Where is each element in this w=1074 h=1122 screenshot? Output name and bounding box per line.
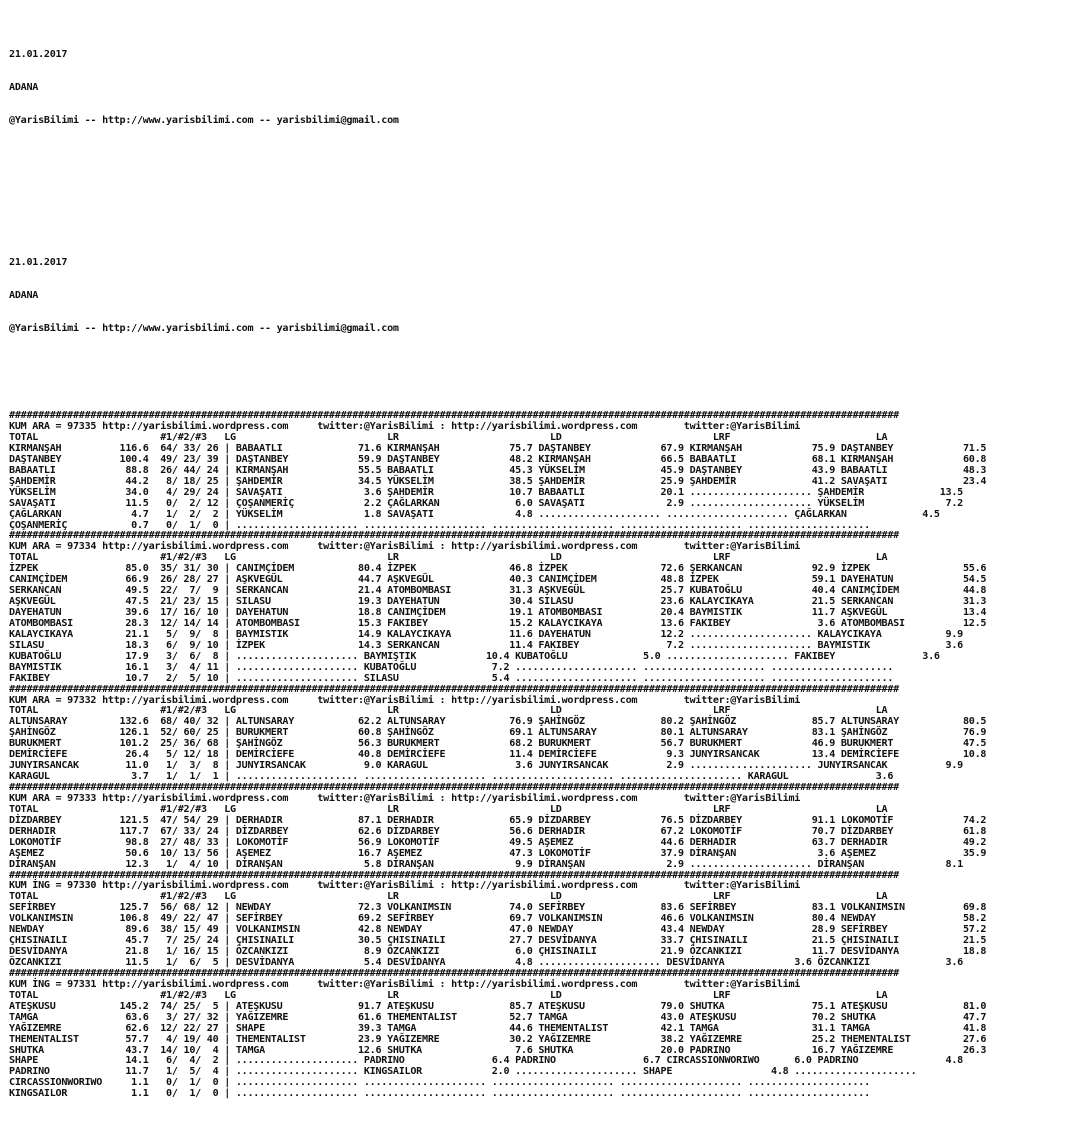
results-table <box>9 411 986 1100</box>
table-row: DAŞTANBEY 100.4 49/ 23/ 39 | DAŞTANBEY 59.9 DAŞTANBEY 48.2 KIRMANŞAH 66.5 BABAATLI 68.1 KIRMANŞAH 60.8 <box>9 453 987 465</box>
table-row: ATEŞKUSU 145.2 74/ 25/ 5 | ATEŞKUSU 91.7 ATEŞKUSU 85.7 ATEŞKUSU 79.0 SHUTKA 75.1 ATEŞKUSU 81.0 <box>9 1000 987 1012</box>
table-row: SAVAŞATI 11.5 0/ 2/ 12 | ÇOŞANMERİÇ 2.2 ÇAĞLARKAN 6.0 SAVAŞATI 2.9 ..................... YÜKSELİM 7.2 <box>9 497 963 509</box>
table-row: THEMENTALIST 57.7 4/ 19/ 40 | THEMENTALIST 23.9 YAĞIZEMRE 30.2 YAĞIZEMRE 38.2 YAĞIZEMRE 25.2 THEMENTALIST 27.6 <box>9 1033 987 1045</box>
table-row: AŞEMEZ 50.6 10/ 13/ 56 | AŞEMEZ 16.7 AŞEMEZ 47.3 LOKOMOTİF 37.9 DİRANŞAN 3.6 AŞEMEZ 35.9 <box>9 847 987 859</box>
table-row: SILASU 18.3 6/ 9/ 10 | İZPEK 14.3 SERKANCAN 11.4 FAKIBEY 7.2 ..................... BAYMISTIK 3.6 <box>9 639 963 651</box>
table-row: BURUKMERT 101.2 25/ 36/ 68 | ŞAHİNGÖZ 56.3 BURUKMERT 68.2 BURUKMERT 56.7 BURUKMERT 46.9 BURUKMERT 47.5 <box>9 738 987 750</box>
separator-line: ######################################################################################################################################################### <box>9 869 899 881</box>
table-row: CIRCASSIONWORIWO 1.1 0/ 1/ 0 | ..................... ..................... ..................... ..................... ..................... <box>9 1077 870 1089</box>
table-row: ALTUNSARAY 132.6 68/ 40/ 32 | ALTUNSARAY 62.2 ALTUNSARAY 76.9 ŞAHİNGÖZ 80.2 ŞAHİNGÖZ 85.7 ALTUNSARAY 80.5 <box>9 716 987 728</box>
table-row: TAMGA 63.6 3/ 27/ 32 | YAĞIZEMRE 61.6 THEMENTALIST 52.7 TAMGA 43.0 ATEŞKUSU 70.2 SHUTKA 47.7 <box>9 1011 987 1023</box>
column-header: TOTAL #1/#2/#3 LG LR LD LRF LA <box>9 552 888 564</box>
race-header: KUM İNG = 97331 http://yarisbilimi.wordpress.com twitter:@YarisBilimi : http://yarisbilimi.wordpress.com twitter:@YarisBilimi <box>9 978 801 990</box>
spacer <box>9 203 986 214</box>
separator-line: ######################################################################################################################################################### <box>9 410 899 422</box>
table-row: SEFİRBEY 125.7 56/ 68/ 12 | NEWDAY 72.3 VOLKANIMSIN 74.0 SEFİRBEY 83.6 SEFİRBEY 83.1 VOLKANIMSIN 69.8 <box>9 902 987 914</box>
header-city: ADANA <box>9 81 39 93</box>
spacer <box>9 378 986 389</box>
separator-line: ######################################################################################################################################################### <box>9 530 899 542</box>
table-row: DİZDARBEY 121.5 47/ 54/ 29 | DERHADIR 87.1 DERHADIR 65.9 DİZDARBEY 76.5 DİZDARBEY 91.1 LOKOMOTİF 74.2 <box>9 814 987 826</box>
table-row: BABAATLI 88.8 26/ 44/ 24 | KIRMANŞAH 55.5 BABAATLI 45.3 YÜKSELİM 45.9 DAŞTANBEY 43.9 BABAATLI 48.3 <box>9 464 987 476</box>
column-header: TOTAL #1/#2/#3 LG LR LD LRF LA <box>9 891 888 903</box>
table-row: JUNYIRSANCAK 11.0 1/ 3/ 8 | JUNYIRSANCAK 9.0 KARAGUL 3.6 JUNYIRSANCAK 2.9 ..................... JUNYIRSANCAK 9.9 <box>9 760 963 772</box>
table-row: DERHADIR 117.7 67/ 33/ 24 | DİZDARBEY 62.6 DİZDARBEY 56.6 DERHADIR 67.2 LOKOMOTİF 70.7 DİZDARBEY 61.8 <box>9 825 987 837</box>
table-row: KALAYCIKAYA 21.1 5/ 9/ 8 | BAYMISTIK 14.9 KALAYCIKAYA 11.6 DAYEHATUN 12.2 ..................... KALAYCIKAYA 9.9 <box>9 628 963 640</box>
table-row: ÇOŞANMERİÇ 0.7 0/ 1/ 0 | ..................... ..................... ..................... ..................... ..................... <box>9 519 870 531</box>
table-row: ŞAHİNGÖZ 126.1 52/ 60/ 25 | BURUKMERT 60.8 ŞAHİNGÖZ 69.1 ALTUNSARAY 80.1 ALTUNSARAY 83.1 ŞAHİNGÖZ 76.9 <box>9 727 987 739</box>
table-row: BAYMISTIK 16.1 3/ 4/ 11 | ..................... KUBATOĞLU 7.2 ..................... ..................... ..................... <box>9 661 894 673</box>
text-document <box>9 6 986 1122</box>
header-date: 21.01.2017 <box>9 48 68 60</box>
table-row: ATOMBOMBASI 28.3 12/ 14/ 14 | ATOMBOMBASI 15.3 FAKIBEY 15.2 KALAYCIKAYA 13.6 FAKIBEY 3.6 ATOMBOMBASI 12.5 <box>9 617 987 629</box>
table-row: İZPEK 85.0 35/ 31/ 30 | CANIMÇİDEM 80.4 İZPEK 46.8 İZPEK 72.6 ŞERKANCAN 92.9 İZPEK 55.6 <box>9 563 987 575</box>
table-row: DEMİRCİEFE 26.4 5/ 12/ 18 | DEMİRCİEFE 40.8 DEMİRCİEFE 11.4 DEMİRCİEFE 9.3 JUNYIRSANCAK 13.4 DEMİRCİEFE 10.8 <box>9 749 987 761</box>
table-row: ÇHISINAILI 45.7 7/ 25/ 24 | ÇHISINAILI 30.5 ÇHISINAILI 27.7 DESVİDANYA 33.7 ÇHISINAILI 21.5 ÇHISINAILI 21.5 <box>9 935 987 947</box>
column-header: TOTAL #1/#2/#3 LG LR LD LRF LA <box>9 432 888 443</box>
header-block <box>9 28 986 148</box>
table-row: KINGSAILOR 1.1 0/ 1/ 0 | ..................... ..................... ..................... ..................... ..................... <box>9 1088 870 1100</box>
table-row: ŞAHDEMİR 44.2 8/ 18/ 25 | ŞAHDEMİR 34.5 YÜKSELİM 38.5 ŞAHDEMİR 25.9 ŞAHDEMİR 41.2 SAVAŞATI 23.4 <box>9 475 987 487</box>
header-block <box>9 236 986 356</box>
table-row: ÇAĞLARKAN 4.7 1/ 2/ 2 | YÜKSELİM 1.8 SAVAŞATI 4.8 ..................... ..................... ÇAĞLARKAN 4.5 <box>9 508 940 520</box>
table-row: KARAGUL 3.7 1/ 1/ 1 | ..................... ..................... ..................... ..................... KARAGUL 3.6 <box>9 771 894 783</box>
table-row: NEWDAY 89.6 38/ 15/ 49 | VOLKANIMSIN 42.8 NEWDAY 47.0 NEWDAY 43.4 NEWDAY 28.9 SEFİRBEY 57.2 <box>9 924 987 936</box>
race-header: KUM ARA = 97335 http://yarisbilimi.wordpress.com twitter:@YarisBilimi : http://yarisbilimi.wordpress.com twitter:@YarisBilimi <box>9 421 801 433</box>
column-header: TOTAL #1/#2/#3 LG LR LD LRF LA <box>9 989 888 1001</box>
table-row: DAYEHATUN 39.6 17/ 16/ 10 | DAYEHATUN 18.8 CANIMÇİDEM 19.1 ATOMBOMBASI 20.4 BAYMISTIK 11.7 AŞKVEGÜL 13.4 <box>9 607 987 618</box>
table-row: KIRMANŞAH 116.6 64/ 33/ 26 | BABAATLI 71.6 KIRMANŞAH 75.7 DAŞTANBEY 67.9 KIRMANŞAH 75.9 DAŞTANBEY 71.5 <box>9 442 987 454</box>
table-row: SERKANCAN 49.5 22/ 7/ 9 | SERKANCAN 21.4 ATOMBOMBASI 31.3 AŞKVEGÜL 25.7 KUBATOĞLU 40.4 CANIMÇİDEM 44.8 <box>9 585 987 597</box>
table-row: ÖZCANKIZI 11.5 1/ 6/ 5 | DESVİDANYA 5.4 DESVİDANYA 4.8 ..................... DESVİDANYA 3.6 ÖZCANKIZI 3.6 <box>9 957 963 968</box>
table-row: AŞKVEGÜL 47.5 21/ 23/ 15 | SILASU 19.3 DAYEHATUN 30.4 SILASU 23.6 KALAYCIKAYA 21.5 SERKANCAN 31.3 <box>9 596 987 608</box>
race-header: KUM ARA = 97332 http://yarisbilimi.wordpress.com twitter:@YarisBilimi : http://yarisbilimi.wordpress.com twitter:@YarisBilimi <box>9 694 801 706</box>
table-row: YAĞIZEMRE 62.6 12/ 22/ 27 | SHAPE 39.3 TAMGA 44.6 THEMENTALIST 42.1 TAMGA 31.1 TAMGA 41.8 <box>9 1022 987 1034</box>
table-row: SHUTKA 43.7 14/ 10/ 4 | TAMGA 12.6 SHUTKA 7.6 SHUTKA 20.0 PADRINO 16.7 YAĞIZEMRE 26.3 <box>9 1044 987 1056</box>
table-row: KUBATOĞLU 17.9 3/ 6/ 8 | ..................... BAYMIŞTIK 10.4 KUBATOĞLU 5.0 ..................... FAKIBEY 3.6 <box>9 650 940 662</box>
table-row: LOKOMOTİF 98.8 27/ 48/ 33 | LOKOMOTİF 56.9 LOKOMOTİF 49.5 AŞEMEZ 44.6 DERHADIR 63.7 DERHADIR 49.2 <box>9 836 987 848</box>
table-row: VOLKANIMSIN 106.8 49/ 22/ 47 | SEFİRBEY 69.2 SEFİRBEY 69.7 VOLKANIMSIN 46.6 VOLKANIMSIN 80.4 NEWDAY 58.2 <box>9 913 987 925</box>
header-date: 21.01.2017 <box>9 256 68 268</box>
race-header: KUM ARA = 97333 http://yarisbilimi.wordpress.com twitter:@YarisBilimi : http://yarisbilimi.wordpress.com twitter:@YarisBilimi <box>9 792 801 804</box>
header-city: ADANA <box>9 289 39 301</box>
column-header: TOTAL #1/#2/#3 LG LR LD LRF LA <box>9 803 888 815</box>
header-contact: @YarisBilimi -- http://www.yarisbilimi.com -- yarisbilimi@gmail.com <box>9 322 399 334</box>
header-contact: @YarisBilimi -- http://www.yarisbilimi.com -- yarisbilimi@gmail.com <box>9 114 399 126</box>
table-row: CANIMÇİDEM 66.9 26/ 28/ 27 | AŞKVEGÜL 44.7 AŞKVEGÜL 40.3 CANIMÇİDEM 48.8 İZPEK 59.1 DAYEHATUN 54.5 <box>9 574 987 586</box>
race-header: KUM İNG = 97330 http://yarisbilimi.wordpress.com twitter:@YarisBilimi : http://yarisbilimi.wordpress.com twitter:@YarisBilimi <box>9 880 801 892</box>
separator-line: ######################################################################################################################################################### <box>9 683 899 695</box>
race-header: KUM ARA = 97334 http://yarisbilimi.wordpress.com twitter:@YarisBilimi : http://yarisbilimi.wordpress.com twitter:@YarisBilimi <box>9 541 801 553</box>
table-row: FAKIBEY 10.7 2/ 5/ 10 | ..................... SILASU 5.4 ..................... ..................... ..................... <box>9 672 894 684</box>
column-header: TOTAL #1/#2/#3 LG LR LD LRF LA <box>9 705 888 717</box>
separator-line: ######################################################################################################################################################### <box>9 782 899 793</box>
table-row: DİRANŞAN 12.3 1/ 4/ 10 | DİRANŞAN 5.8 DİRANŞAN 9.9 DİRANŞAN 2.9 ..................... DİRANŞAN 8.1 <box>9 858 963 870</box>
table-row: YÜKSELİM 34.0 4/ 29/ 24 | SAVAŞATI 3.6 ŞAHDEMİR 10.7 BABAATLI 20.1 ..................... ŞAHDEMİR 13.5 <box>9 486 963 498</box>
spacer <box>9 170 986 181</box>
table-row: DESVİDANYA 21.8 1/ 16/ 15 | ÖZCANKIZI 8.9 ÖZCANKIZI 6.0 ÇHISINAILI 21.9 ÖZCANKIZI 11.7 DESVİDANYA 18.8 <box>9 946 987 958</box>
table-row: PADRINO 11.7 1/ 5/ 4 | ..................... KINGSAILOR 2.0 ..................... SHAPE 4.8 ..................... <box>9 1066 917 1078</box>
table-row: SHAPE 14.1 6/ 4/ 2 | ..................... PADRINO 6.4 PADRINO 6.7 CIRCASSIONWORIWO 6.0 PADRINO 4.8 <box>9 1055 963 1067</box>
separator-line: ######################################################################################################################################################### <box>9 967 899 979</box>
